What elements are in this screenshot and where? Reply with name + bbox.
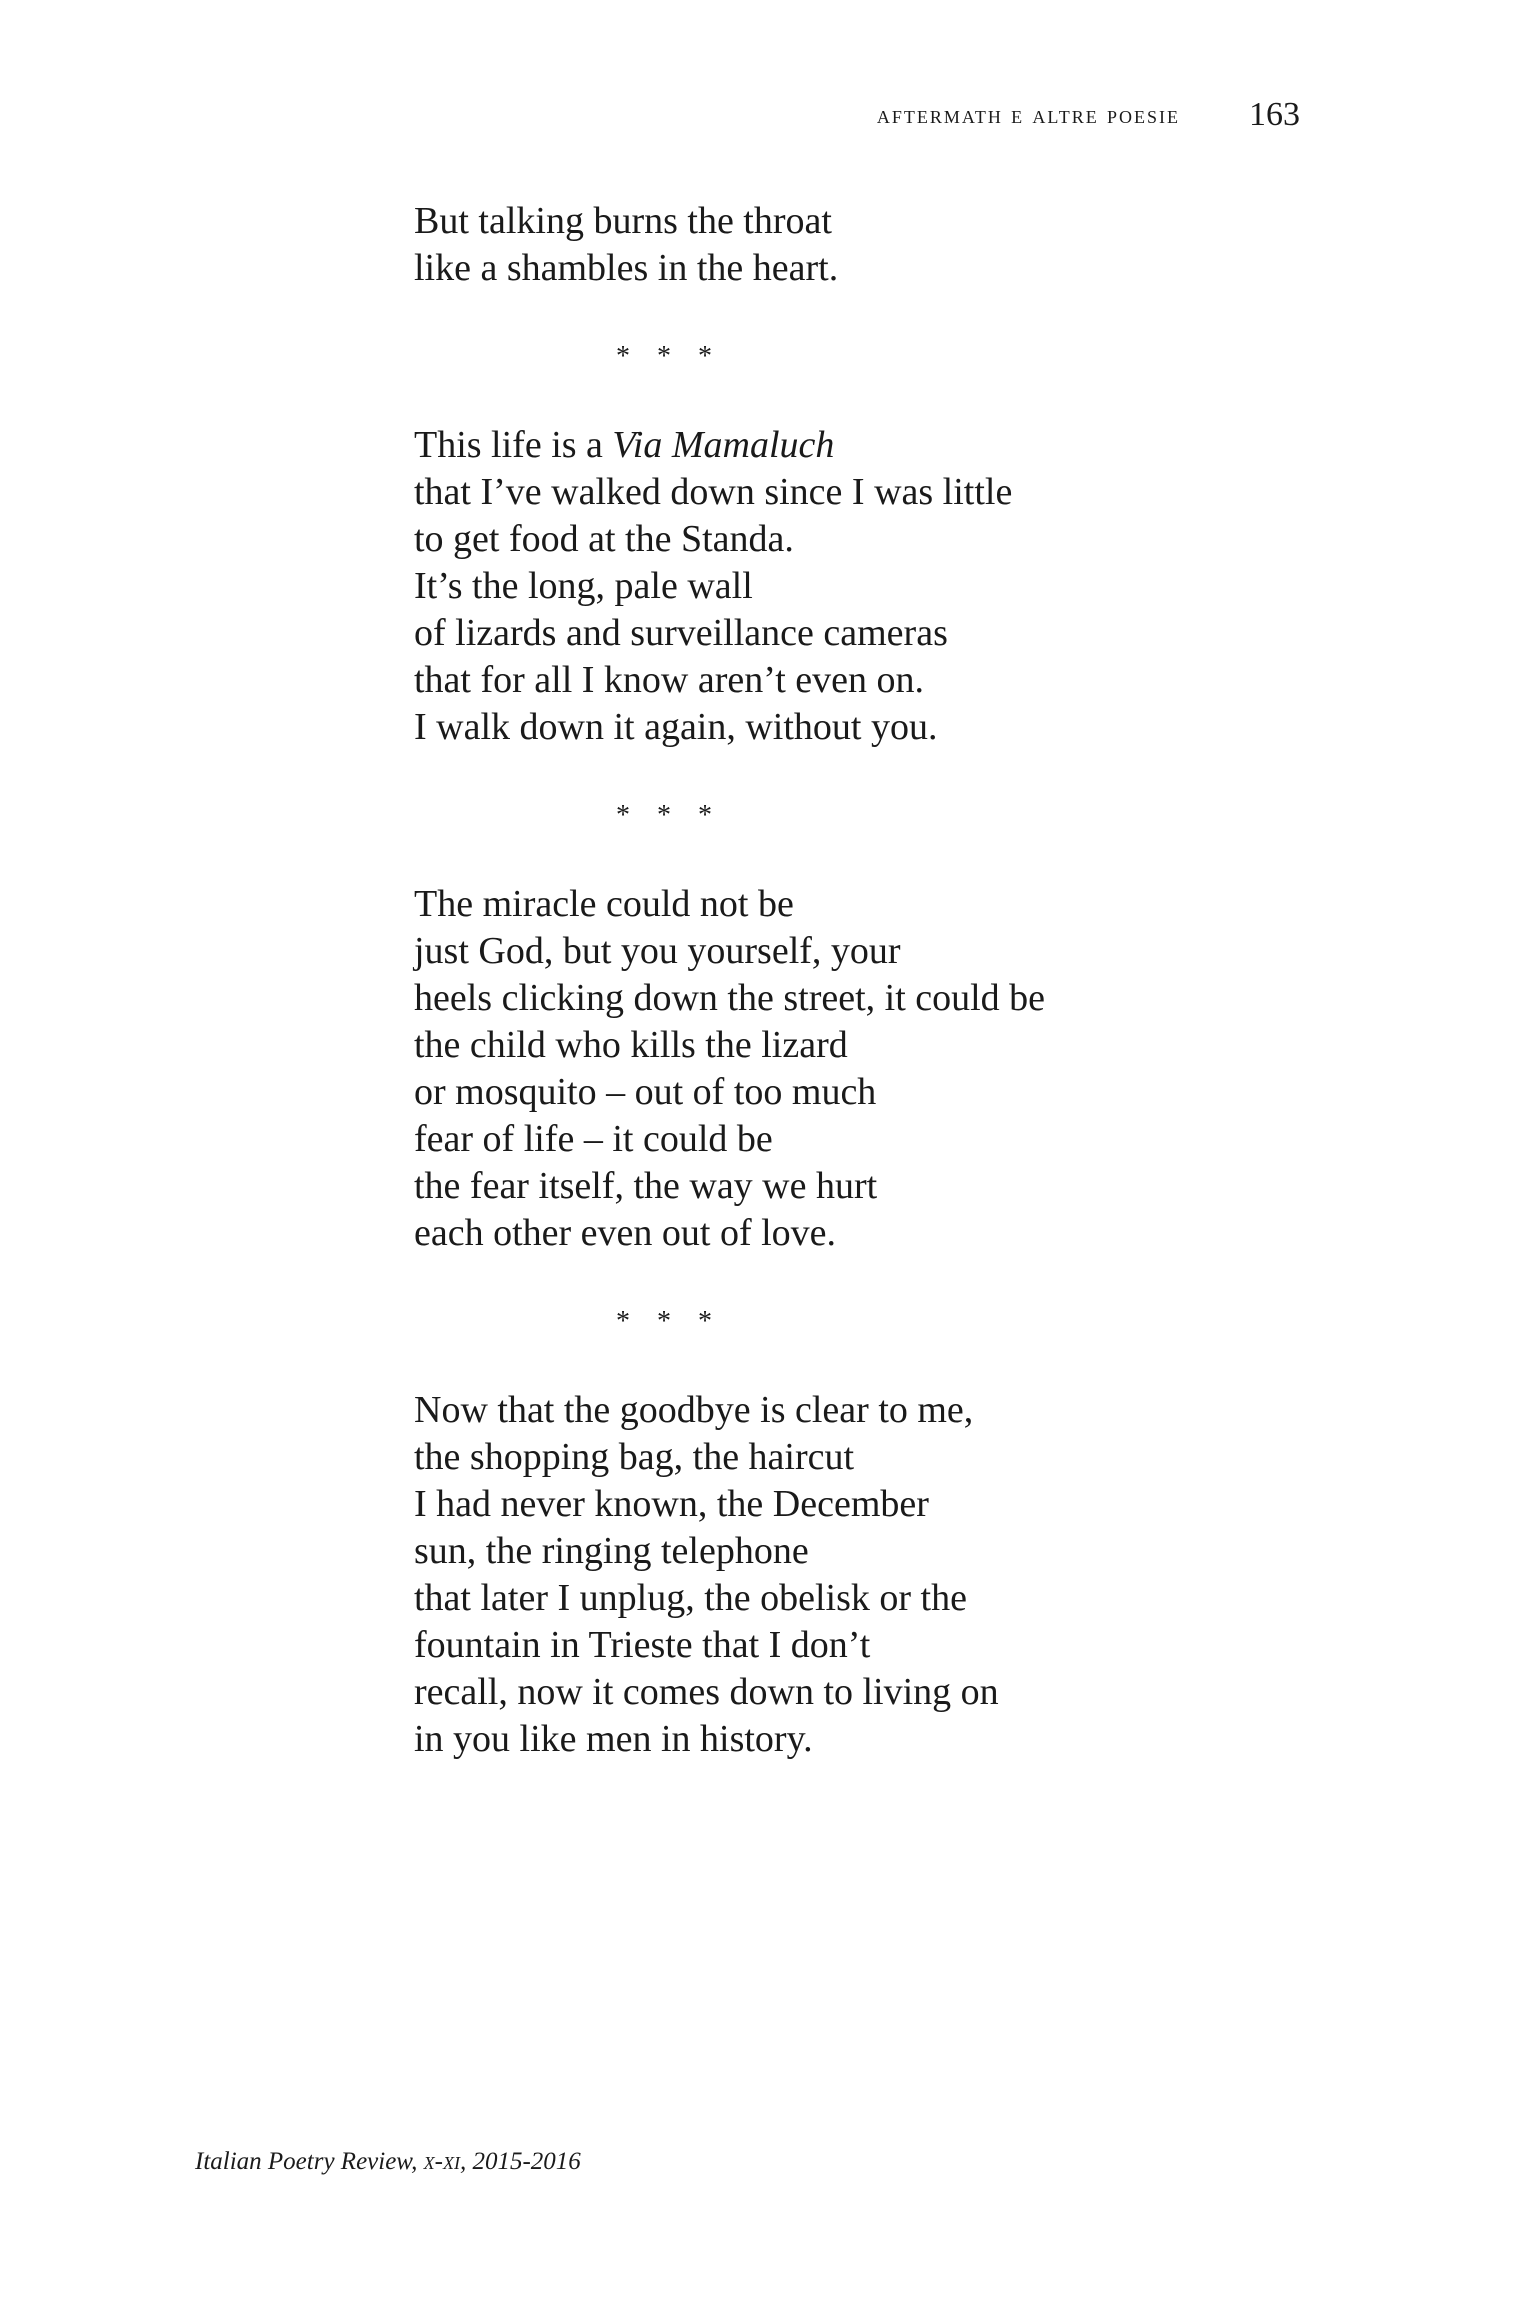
section-separator: * * * (616, 1306, 722, 1337)
poem-line (414, 422, 1314, 469)
poem-line: fear of life – it could be (414, 1118, 773, 1160)
poem-line: of lizards and surveillance cameras (414, 612, 948, 654)
poem-line: that later I unplug, the obelisk or the (414, 1577, 967, 1619)
poem-line: heels clicking down the street, it could be (414, 977, 1046, 1019)
poem-line: each other even out of love. (414, 1212, 837, 1254)
poem-line: to get food at the Standa. (414, 518, 794, 560)
poem-line: the child who kills the lizard (414, 1024, 848, 1066)
volume-number: x-xi, (423, 2148, 467, 2175)
poem-line: I walk down it again, without you. (414, 706, 938, 748)
poem-line: It’s the long, pale wall (414, 565, 753, 607)
stanza-2 (414, 422, 1314, 751)
poem-line: recall, now it comes down to living on (414, 1671, 999, 1713)
poem-line: I had never known, the December (414, 1483, 929, 1525)
poem-line: like a shambles in the heart. (414, 247, 839, 289)
page-number: 163 (1249, 96, 1300, 133)
publication-years: 2015-2016 (472, 2148, 581, 2175)
poem-line: Now that the goodbye is clear to me, (414, 1389, 974, 1431)
running-head (0, 96, 1300, 136)
stanza-3 (414, 881, 1314, 1257)
poem-line: fountain in Trieste that I don’t (414, 1624, 871, 1666)
poem (414, 198, 1314, 1763)
poem-line: sun, the ringing telephone (414, 1530, 809, 1572)
stanza-4 (414, 1387, 1314, 1763)
italic-place-name: Via Mamaluch (612, 424, 835, 466)
poem-line: that for all I know aren’t even on. (414, 659, 925, 701)
poem-line: or mosquito – out of too much (414, 1071, 877, 1113)
journal-title: Italian Poetry Review, (195, 2148, 418, 2175)
poem-line: But talking burns the throat (414, 200, 832, 242)
section-separator: * * * (616, 341, 722, 372)
stanza-1 (414, 198, 1314, 292)
poem-line: the fear itself, the way we hurt (414, 1165, 878, 1207)
poem-line: The miracle could not be (414, 883, 794, 925)
poem-line: that I’ve walked down since I was little (414, 471, 1013, 513)
running-title: aftermath e altre poesie (876, 102, 1180, 129)
section-separator: * * * (616, 800, 722, 831)
line-prefix: This life is a (414, 424, 613, 466)
poem-line: the shopping bag, the haircut (414, 1436, 855, 1478)
poem-line: just God, but you yourself, your (414, 930, 901, 972)
page-footer (195, 2148, 581, 2176)
poem-line: in you like men in history. (414, 1718, 813, 1760)
